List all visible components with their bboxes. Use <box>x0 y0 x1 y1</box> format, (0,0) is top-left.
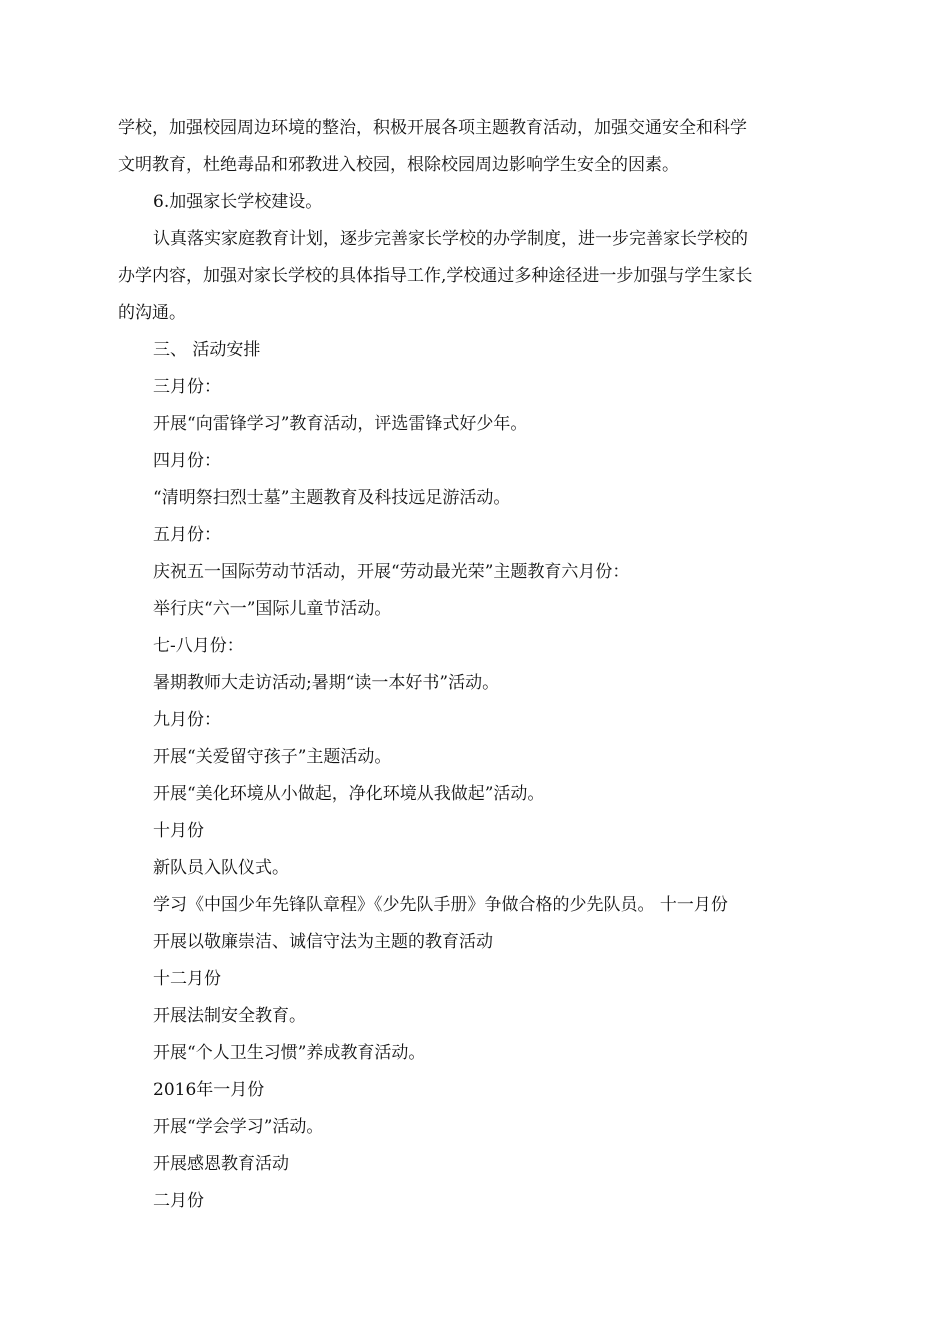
schedule-line: 2016年一月份 <box>153 1080 265 1100</box>
paragraph-line: 学校，加强校园周边环境的整治，积极开展各项主题教育活动，加强交通安全和科学 <box>118 118 747 138</box>
schedule-line: 新队员入队仪式。 <box>153 858 289 878</box>
schedule-line: 四月份： <box>153 451 221 471</box>
schedule-line: 开展“美化环境从小做起，净化环境从我做起”活动。 <box>153 784 545 804</box>
schedule-line: 九月份： <box>153 710 221 730</box>
paragraph-line: 文明教育，杜绝毒品和邪教进入校园，根除校园周边影响学生安全的因素。 <box>118 155 679 175</box>
schedule-line: 开展“关爱留守孩子”主题活动。 <box>153 747 392 767</box>
schedule-line: 开展“向雷锋学习”教育活动，评选雷锋式好少年。 <box>153 414 528 434</box>
schedule-line: 开展感恩教育活动 <box>153 1154 289 1174</box>
schedule-line: 五月份： <box>153 525 221 545</box>
section-heading: 三、 活动安排 <box>153 340 261 360</box>
schedule-line: 七-八月份： <box>153 636 244 656</box>
paragraph-line: 办学内容，加强对家长学校的具体指导工作,学校通过多种途径进一步加强与学生家长 <box>118 266 753 286</box>
schedule-line: 学习《中国少年先锋队章程》《少先队手册》争做合格的少先队员。 十一月份 <box>153 895 728 915</box>
schedule-line: 二月份 <box>153 1191 204 1211</box>
schedule-line: 开展“个人卫生习惯”养成教育活动。 <box>153 1043 426 1063</box>
paragraph-line: 的沟通。 <box>118 303 186 323</box>
schedule-line: “清明祭扫烈士墓”主题教育及科技远足游活动。 <box>153 488 511 508</box>
schedule-line: 十月份 <box>153 821 204 841</box>
schedule-line: 开展以敬廉崇洁、诚信守法为主题的教育活动 <box>153 932 493 952</box>
schedule-line: 庆祝五一国际劳动节活动，开展“劳动最光荣”主题教育六月份： <box>153 562 630 582</box>
schedule-line: 十二月份 <box>153 969 221 989</box>
schedule-line: 开展法制安全教育。 <box>153 1006 306 1026</box>
schedule-line: 暑期教师大走访活动;暑期“读一本好书”活动。 <box>153 673 500 693</box>
section-heading: 6.加强家长学校建设。 <box>153 192 323 212</box>
paragraph-line: 认真落实家庭教育计划，逐步完善家长学校的办学制度，进一步完善家长学校的 <box>153 229 748 249</box>
schedule-line: 三月份： <box>153 377 221 397</box>
schedule-line: 举行庆“六一”国际儿童节活动。 <box>153 599 392 619</box>
schedule-line: 开展“学会学习”活动。 <box>153 1117 324 1137</box>
